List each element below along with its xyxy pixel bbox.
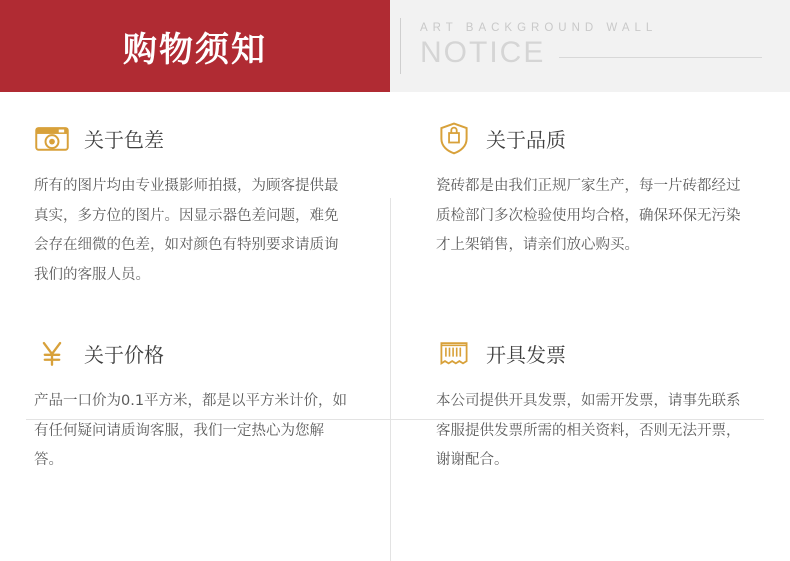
shield-icon: [436, 120, 472, 156]
card-title: 关于品质: [486, 127, 566, 152]
card-header: [436, 120, 748, 156]
notice-card-color: [0, 92, 390, 307]
card-body: 本公司提供开具发票，如需开发票，请事先联系客服提供发票所需的相关资料，否则无法开票，谢谢配合。: [436, 393, 741, 469]
page-title: 购物须知: [123, 29, 267, 70]
yen-icon: [34, 335, 70, 371]
card-title: 开具发票: [486, 342, 566, 367]
header-rule: [559, 57, 762, 58]
page-header: [0, 0, 790, 92]
card-header: [34, 335, 350, 371]
card-body: 产品一口价为0.1平方米，都是以平方米计价，如有任何疑问请质询客服，我们一定热心为您解答。: [34, 393, 348, 469]
invoice-icon: [436, 335, 472, 371]
notice-card-price: [0, 307, 390, 476]
header-subtitle-block: [390, 0, 790, 92]
card-body: 瓷砖都是由我们正规厂家生产，每一片砖都经过质检部门多次检验使用均合格，确保环保无污染才上架销售，请亲们放心购买。: [436, 178, 741, 254]
card-header: [436, 335, 748, 371]
header-notice-row: [420, 36, 790, 70]
notice-grid: [0, 92, 790, 476]
card-body: 所有的图片均由专业摄影师拍摄，为顾客提供最真实，多方位的图片。因显示器色差问题，难免会存在细微的色差，如对颜色有特别要求请质询我们的客服人员。: [34, 178, 339, 284]
notice-card-quality: [390, 92, 790, 307]
header-title-block: [0, 0, 390, 92]
notice-card-invoice: [390, 307, 790, 476]
header-vertical-divider: [400, 18, 401, 74]
card-header: [34, 120, 350, 156]
card-title: 关于价格: [84, 342, 164, 367]
header-subtitle-en: ART BACKGROUND WALL: [420, 22, 658, 34]
header-notice-en: NOTICE: [420, 36, 546, 69]
card-title: 关于色差: [84, 127, 164, 152]
camera-icon: [34, 120, 70, 156]
